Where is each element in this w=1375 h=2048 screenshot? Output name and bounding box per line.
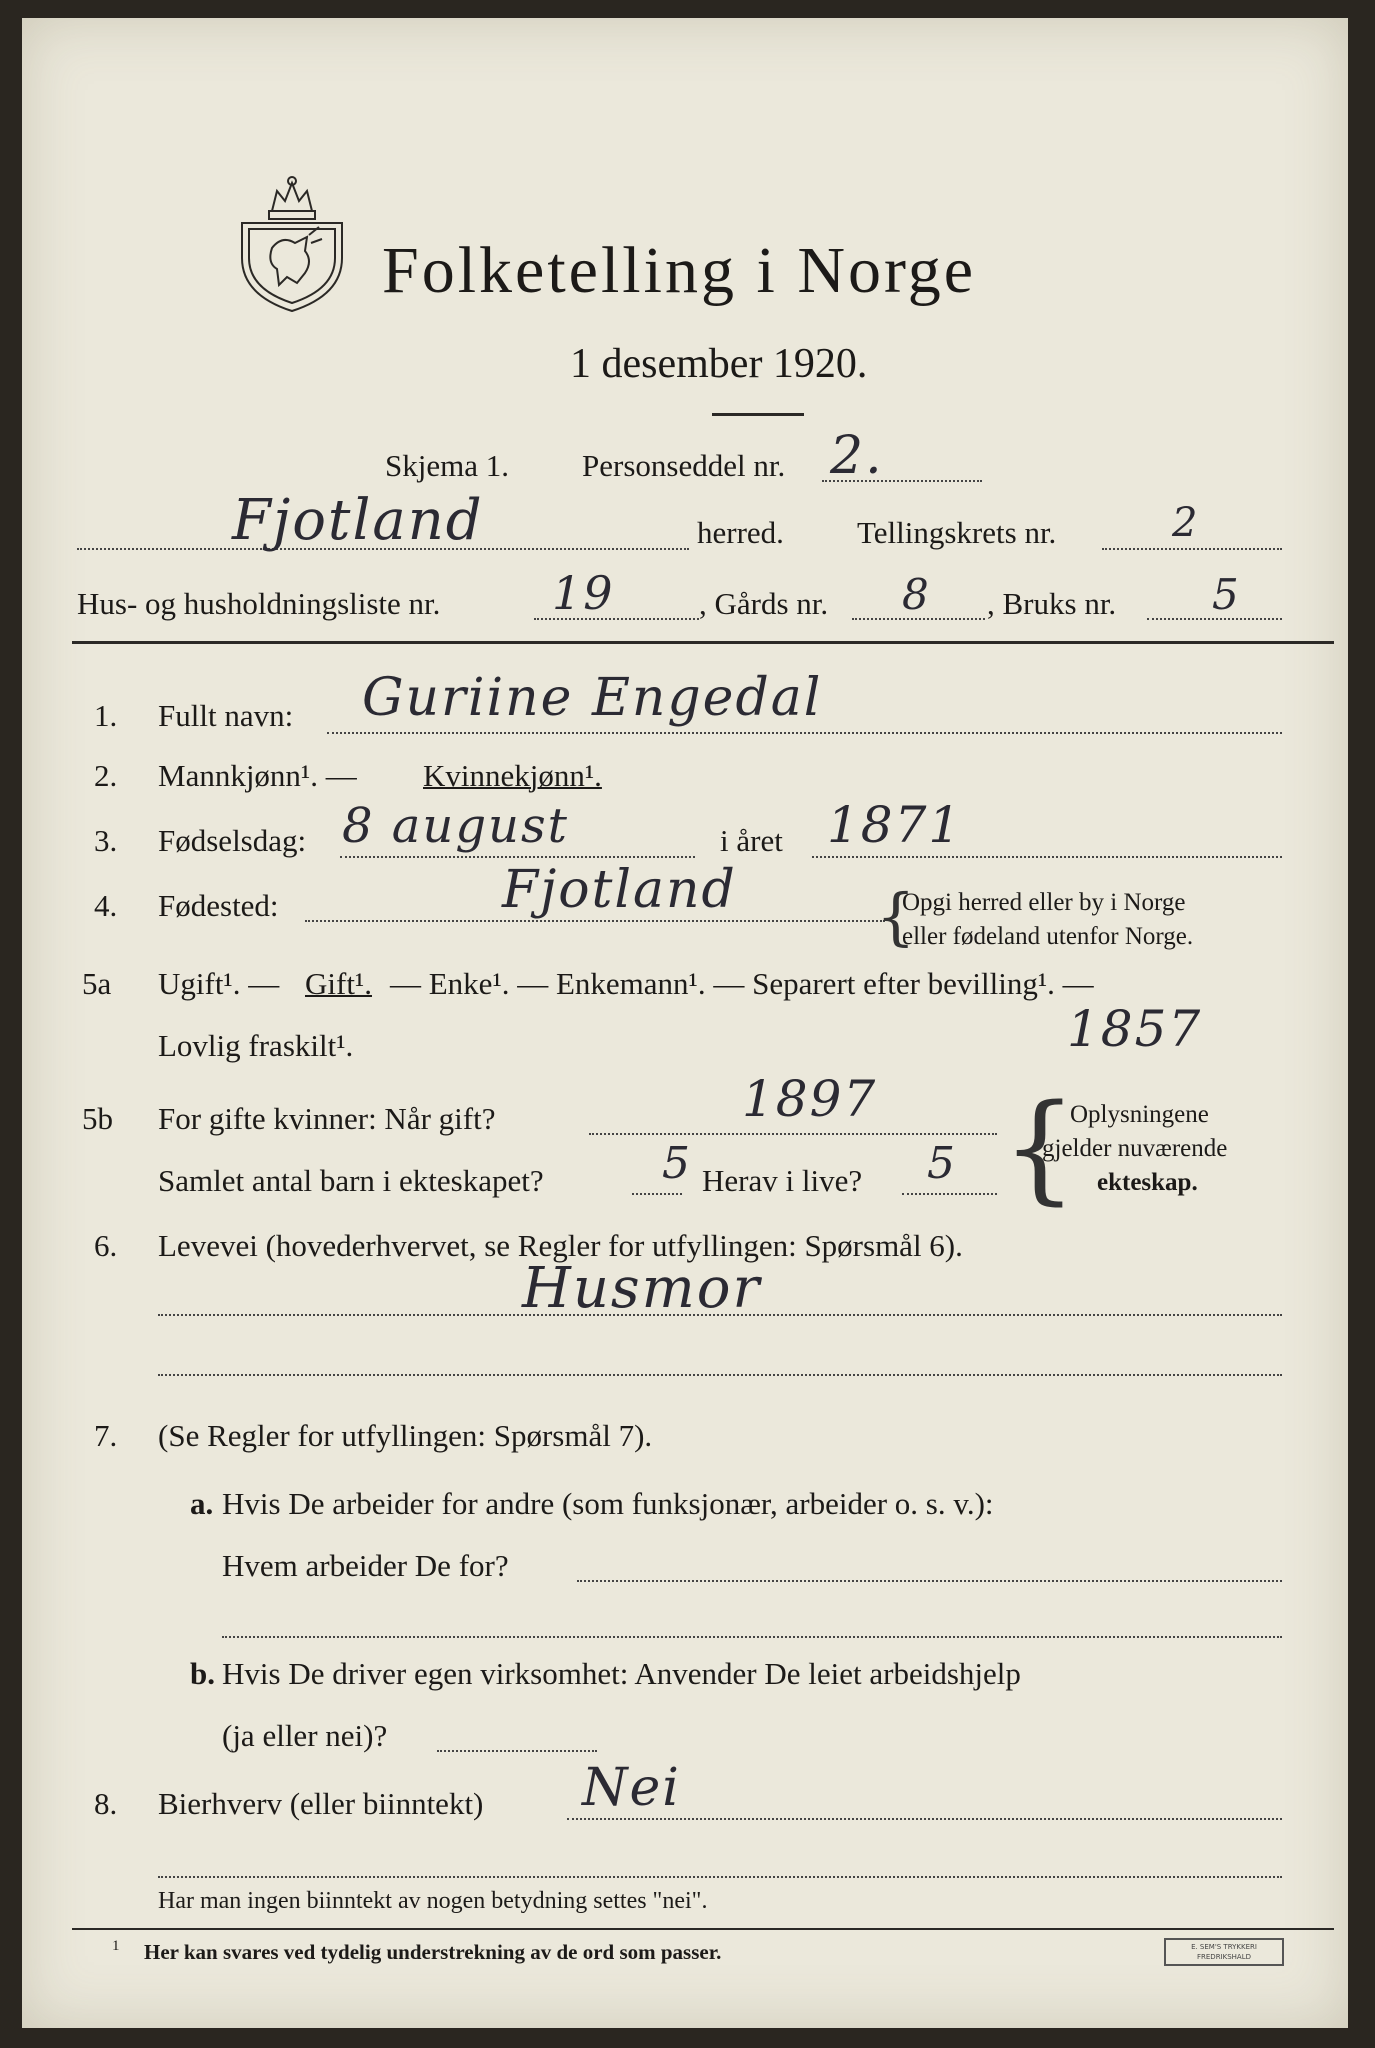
fraskilt-option: Lovlig fraskilt¹. — [158, 1028, 354, 1063]
footer-note: Har man ingen biinntekt av nogen betydning settes "nei". — [158, 1888, 708, 1914]
q5a-number: 5a — [82, 966, 112, 1001]
header-divider — [72, 641, 1334, 644]
ugift-option: Ugift¹. — — [158, 966, 280, 1001]
footer-divider — [72, 1928, 1334, 1930]
q5b-note-line1: Oplysningene — [1070, 1101, 1209, 1128]
married-year-value: 1897 — [742, 1070, 878, 1128]
hired-help-field — [437, 1750, 597, 1752]
children-total-label: Samlet antal barn i ekteskapet? — [158, 1163, 544, 1198]
schema-label: Skjema 1. — [385, 448, 509, 483]
census-date: 1 desember 1920. — [570, 341, 868, 387]
brace-icon: { — [1002, 1078, 1078, 1216]
birthday-value: 8 august — [342, 798, 569, 854]
children-total-value: 5 — [662, 1138, 692, 1189]
margin-year-note: 1857 — [1067, 1000, 1203, 1058]
gards-label: , Gårds nr. — [699, 586, 829, 621]
footnote: Her kan svares ved tydelig understrekning av de ord som passer. — [144, 1940, 722, 1964]
footnote-mark: 1 — [112, 1938, 120, 1954]
personseddel-label: Personseddel nr. — [582, 448, 786, 483]
q2-number: 2. — [94, 758, 118, 793]
personseddel-value: 2. — [830, 426, 884, 486]
children-alive-label: Herav i live? — [702, 1163, 863, 1198]
q4-number: 4. — [94, 888, 118, 923]
children-alive-value: 5 — [927, 1138, 957, 1189]
coat-of-arms-icon — [227, 173, 357, 313]
q7-number: 7. — [94, 1418, 118, 1453]
q7a-line2: Hvem arbeider De for? — [222, 1548, 509, 1583]
q7b-line2: (ja eller nei)? — [222, 1718, 388, 1753]
q7b-line1: Hvis De driver egen virksomhet: Anvender De leiet arbeidshjelp — [222, 1656, 1021, 1691]
form-title: Folketelling i Norge — [382, 234, 977, 307]
q3-label: Fødselsdag: — [158, 823, 307, 858]
bruks-value: 5 — [1212, 570, 1241, 619]
q4-label: Fødested: — [158, 888, 279, 923]
q7a-line1: Hvis De arbeider for andre (som funksjonær, arbeider o. s. v.): — [222, 1486, 994, 1521]
q6-number: 6. — [94, 1228, 118, 1263]
gards-value: 8 — [902, 570, 931, 619]
q7b-letter: b. — [190, 1656, 215, 1691]
q3-number: 3. — [94, 823, 118, 858]
q1-number: 1. — [94, 698, 118, 733]
q4-note-line2: eller fødeland utenfor Norge. — [902, 923, 1194, 950]
brace-icon: { — [876, 880, 916, 953]
sex-male-option: Mannkjønn¹. — — [158, 758, 357, 793]
full-name-value: Guriine Engedal — [362, 668, 823, 728]
q5b-note-line2: gjelder nuværende — [1042, 1135, 1228, 1162]
employer-field — [577, 1580, 1282, 1582]
q4-note-line1: Opgi herred eller by i Norge — [902, 889, 1186, 916]
q1-label: Fullt navn: — [158, 698, 294, 733]
tellingskrets-label: Tellingskrets nr. — [857, 515, 1057, 550]
title-divider — [712, 413, 804, 416]
gift-option: Gift¹. — [305, 966, 372, 1001]
birth-year-value: 1871 — [827, 796, 963, 854]
q7-label: (Se Regler for utfyllingen: Spørsmål 7). — [158, 1418, 653, 1453]
q8-label: Bierhverv (eller biinntekt) — [158, 1786, 484, 1821]
year-label: i året — [720, 823, 783, 858]
hus-label: Hus- og husholdningsliste nr. — [77, 586, 441, 621]
birthplace-value: Fjotland — [502, 860, 737, 920]
sex-female-option: Kvinnekjønn¹. — [423, 758, 602, 793]
q7a-letter: a. — [190, 1486, 214, 1521]
herred-value: Fjotland — [232, 488, 484, 553]
q8-number: 8. — [94, 1786, 118, 1821]
herred-label: herred. — [697, 515, 784, 550]
side-income-value: Nei — [582, 1758, 681, 1818]
q5b-note-line3: ekteskap. — [1097, 1169, 1198, 1196]
marital-other-options: — Enke¹. — Enkemann¹. — Separert efter bevilling¹. — — [390, 966, 1094, 1001]
hus-value: 19 — [552, 566, 615, 620]
q5b-number: 5b — [82, 1101, 113, 1136]
married-when-label: For gifte kvinner: Når gift? — [158, 1101, 496, 1136]
occupation-value: Husmor — [522, 1256, 762, 1321]
printer-stamp: E. SEM'S TRYKKERI FREDRIKSHALD — [1164, 1938, 1284, 1966]
tellingskrets-value: 2 — [1172, 500, 1200, 546]
census-form — [22, 18, 1348, 2028]
q6-label: Levevei (hovederhvervet, se Regler for utfyllingen: Spørsmål 6). — [158, 1228, 963, 1263]
bruks-label: , Bruks nr. — [987, 586, 1117, 621]
